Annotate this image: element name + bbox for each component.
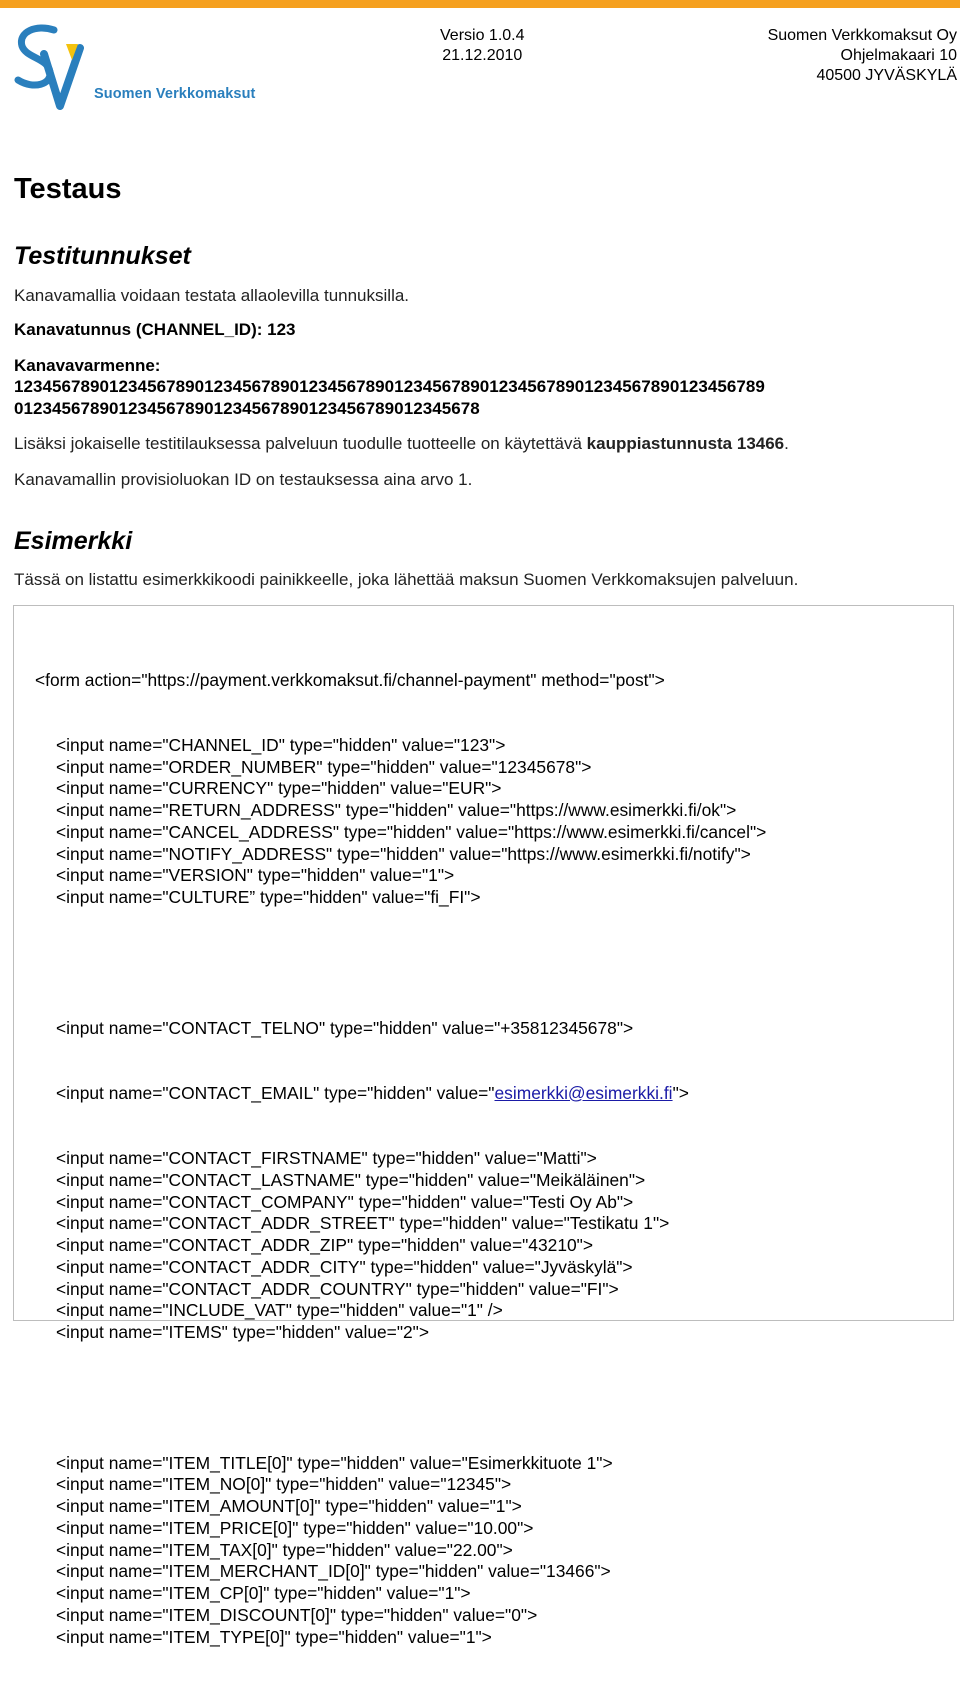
code-line: <input name="CONTACT_ADDR_STREET" type="hidden" value="Testikatu 1"> — [56, 1213, 670, 1234]
example-intro: Tässä on listattu esimerkkikoodi painikkeelle, joka lähettää maksun Suomen Verkkomaksujen palveluun. — [14, 570, 799, 589]
code-line-telno: <input name="CONTACT_TELNO" type="hidden" value="+35812345678"> — [56, 1017, 634, 1038]
code-line: <input name="CULTURE” type="hidden" value="fi_FI"> — [56, 887, 481, 907]
code-line: <input name="CONTACT_COMPANY" type="hidden" value="Testi Oy Ab"> — [56, 1191, 634, 1212]
code-blank-line — [35, 952, 766, 974]
sv-logo-icon — [14, 24, 84, 114]
code-line: <input name="CONTACT_ADDR_COUNTRY" type="hidden" value="FI"> — [56, 1278, 619, 1299]
version-number: Versio 1.0.4 — [440, 27, 525, 44]
channel-auth-label: Kanavavarmenne: — [14, 356, 161, 375]
code-blank-line — [35, 1387, 766, 1409]
code-line: <input name="CONTACT_ADDR_ZIP" type="hidden" value="43210"> — [56, 1235, 593, 1255]
code-line: <input name="ITEM_AMOUNT[0]" type="hidden" value="1"> — [56, 1496, 522, 1516]
code-line: <input name="NOTIFY_ADDRESS" type="hidden" value="https://www.esimerkki.fi/notify"> — [56, 843, 751, 864]
version-date: 21.12.2010 — [442, 47, 523, 64]
company-street: Ohjelmakaari 10 — [840, 47, 957, 64]
section-title-testitunnukset: Testitunnukset — [14, 242, 191, 270]
email-link[interactable]: esimerkki@esimerkki.fi — [494, 1082, 673, 1103]
code-line: <input name="ITEM_TITLE[0]" type="hidden" value="Esimerkkituote 1"> — [56, 1452, 613, 1473]
code-line: <input name="ITEM_DISCOUNT[0]" type="hidden" value="0"> — [56, 1604, 538, 1625]
code-line: <input name="CHANNEL_ID" type="hidden" value="123"> — [56, 734, 506, 755]
code-line: <input name="VERSION" type="hidden" value="1"> — [56, 865, 455, 886]
code-line: <input name="ORDER_NUMBER" type="hidden" value="12345678"> — [56, 756, 592, 777]
code-group-item — [35, 1453, 766, 1649]
code-line: <input name="ITEM_PRICE[0]" type="hidden" value="10.00"> — [56, 1517, 534, 1538]
code-line: <input name="ITEMS" type="hidden" value="2"> — [56, 1322, 430, 1342]
code-line: <input name="CURRENCY" type="hidden" value="EUR"> — [56, 778, 502, 799]
code-line: <input name="CONTACT_ADDR_CITY" type="hidden" value="Jyväskylä"> — [56, 1256, 633, 1277]
code-line: <input name="CONTACT_LASTNAME" type="hidden" value="Meikäläinen"> — [56, 1169, 646, 1190]
channel-id-label: Kanavatunnus (CHANNEL_ID): 123 — [14, 320, 296, 339]
company-name: Suomen Verkkomaksut Oy — [767, 27, 957, 44]
provision-text: Kanavamallin provisioluokan ID on testauksessa aina arvo 1. — [14, 470, 473, 489]
code-line: <input name="ITEM_MERCHANT_ID[0]" type="hidden" value="13466"> — [56, 1561, 611, 1582]
email-suffix: "> — [672, 1082, 689, 1103]
email-prefix: <input name="CONTACT_EMAIL" type="hidden" value=" — [56, 1082, 495, 1103]
code-line-form-open: <form action="https://payment.verkkomaksut.fi/channel-payment" method="post"> — [35, 669, 665, 690]
intro-text: Kanavamallia voidaan testata allaolevilla tunnuksilla. — [14, 286, 410, 305]
code-line: <input name="RETURN_ADDRESS" type="hidden" value="https://www.esimerkki.fi/ok"> — [56, 800, 737, 820]
code-line: <input name="INCLUDE_VAT" type="hidden" value="1" /> — [56, 1300, 503, 1321]
code-line: <input name="ITEM_TAX[0]" type="hidden" value="22.00"> — [56, 1539, 513, 1560]
code-example-box — [13, 605, 954, 1647]
logo-text: Suomen Verkkomaksut — [94, 86, 256, 102]
company-address — [768, 26, 957, 86]
channel-auth-value-line2: 0123456789012345678901234567890123456789012345678 — [14, 399, 480, 418]
code-line: <input name="ITEM_NO[0]" type="hidden" value="12345"> — [56, 1474, 512, 1495]
code-group-channel — [35, 735, 766, 909]
company-city: 40500 JYVÄSKYLÄ — [816, 67, 957, 84]
document-version — [440, 26, 525, 66]
page-title: Testaus — [14, 173, 122, 205]
code-line: <input name="CONTACT_FIRSTNAME" type="hidden" value="Matti"> — [56, 1148, 597, 1168]
code-line: <input name="ITEM_TYPE[0]" type="hidden" value="1"> — [56, 1626, 492, 1647]
code-group-contact — [35, 1148, 766, 1344]
merchant-id-prefix: Lisäksi jokaiselle testitilauksessa palveluun tuodulle tuotteelle on käytettävä — [14, 434, 587, 453]
merchant-id-value: kauppiastunnusta 13466 — [586, 434, 785, 453]
code-line: <input name="CANCEL_ADDRESS" type="hidden" value="https://www.esimerkki.fi/cancel"> — [56, 821, 767, 842]
code-lines — [35, 626, 766, 1692]
top-accent-bar — [0, 0, 960, 8]
channel-auth-value-line1: 1234567890123456789012345678901234567890123456789012345678901234567890123456789 — [14, 377, 765, 396]
code-line-email — [35, 1083, 766, 1105]
merchant-id-suffix: . — [784, 434, 789, 453]
code-line: <input name="ITEM_CP[0]" type="hidden" value="1"> — [56, 1583, 471, 1603]
merchant-id-text — [14, 434, 789, 454]
company-logo — [14, 24, 256, 114]
section-title-esimerkki: Esimerkki — [14, 527, 133, 555]
